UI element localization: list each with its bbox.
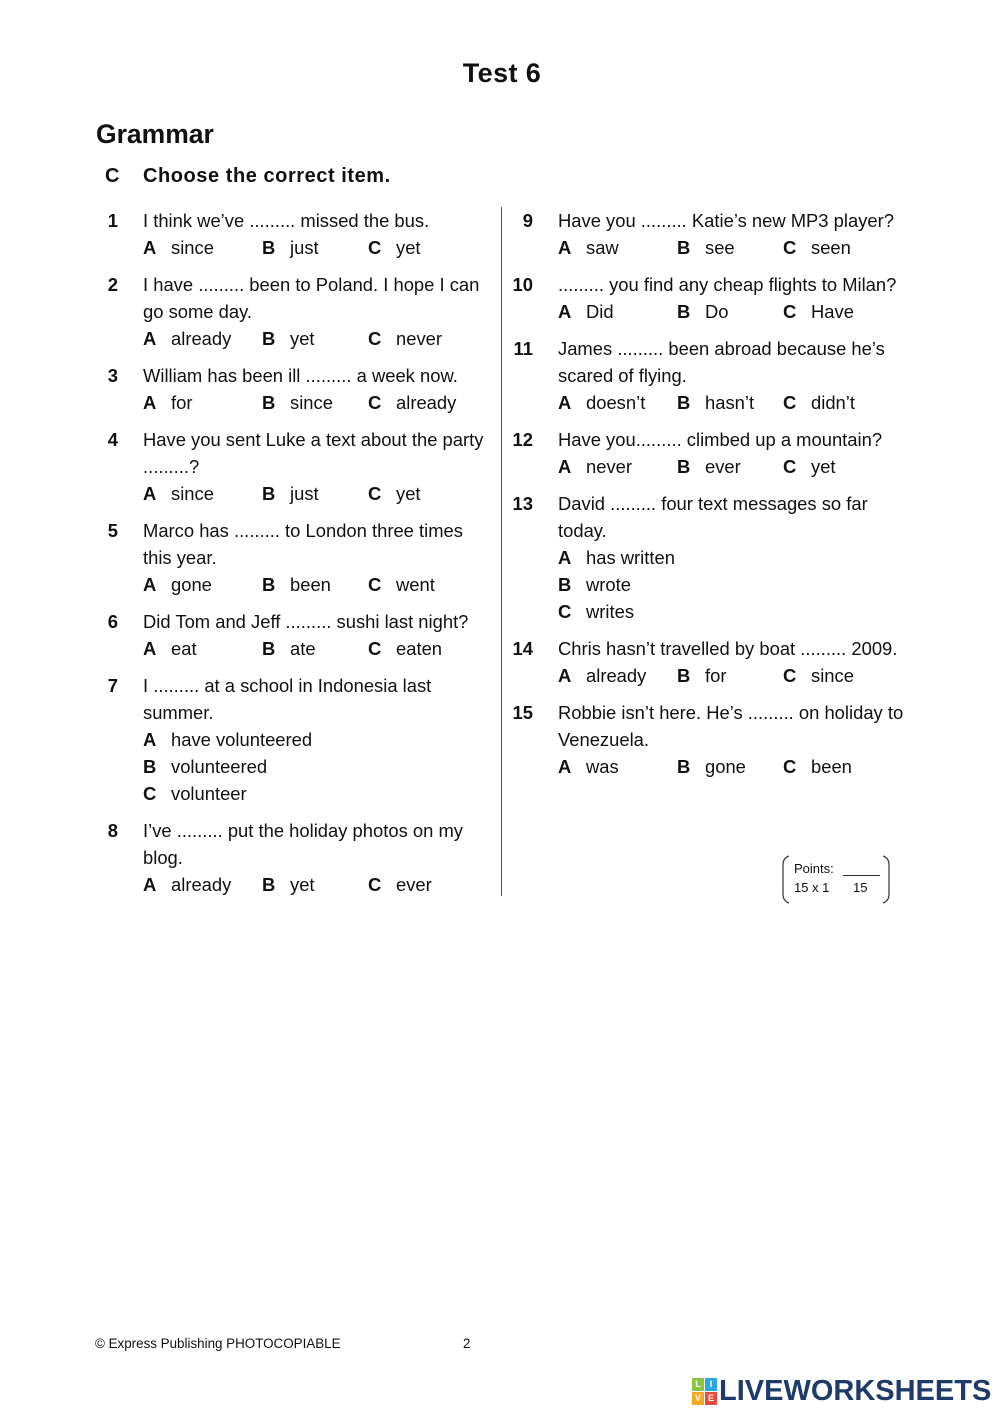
option-a[interactable] (143, 480, 214, 507)
option-text: ever (396, 874, 432, 895)
answer-options (558, 234, 910, 261)
option-a[interactable] (558, 234, 619, 261)
question-text: David ......... four text messages so far today. (558, 493, 868, 541)
option-letter: C (368, 483, 382, 504)
question-text: Chris hasn’t travelled by boat ......... 2009. (558, 638, 898, 659)
option-text: just (290, 483, 319, 504)
logo-badge-cell: E (705, 1392, 717, 1405)
option-text: eaten (396, 638, 443, 659)
option-letter: A (143, 874, 157, 895)
answer-options (143, 571, 495, 598)
logo-badge-cell: L (692, 1378, 704, 1391)
answer-options (558, 298, 910, 325)
option-c[interactable] (368, 571, 435, 598)
option-text: Do (705, 301, 729, 322)
question-text: William has been ill ......... a week now. (143, 365, 458, 386)
option-a[interactable] (558, 389, 645, 416)
question-number: 7 (107, 675, 118, 696)
option-letter: A (143, 638, 157, 659)
option-text: just (290, 237, 319, 258)
question-12 (510, 426, 910, 480)
option-text: gone (705, 756, 746, 777)
left-bracket (783, 856, 789, 903)
questions-left-column (95, 207, 495, 908)
option-c[interactable] (368, 480, 421, 507)
exercise-letter: C (105, 165, 120, 187)
option-text: already (586, 665, 647, 686)
option-text: yet (290, 328, 315, 349)
option-letter: C (783, 301, 797, 322)
answer-options (143, 635, 495, 662)
option-text: has written (586, 547, 675, 568)
option-letter: B (143, 756, 157, 777)
question-14 (510, 635, 910, 689)
question-2 (95, 271, 495, 352)
answer-options (558, 453, 910, 480)
option-letter: A (558, 237, 572, 258)
option-letter: B (262, 483, 276, 504)
option-text: eat (171, 638, 197, 659)
option-a[interactable] (143, 726, 495, 753)
question-5 (95, 517, 495, 598)
question-number: 6 (107, 611, 118, 632)
page-title: Test 6 (462, 58, 542, 88)
option-text: saw (586, 237, 619, 258)
option-text: see (705, 237, 735, 258)
question-text: ......... you find any cheap flights to Milan? (558, 274, 897, 295)
option-b[interactable] (677, 453, 741, 480)
question-number: 15 (512, 702, 533, 723)
option-letter: A (143, 729, 157, 750)
question-9 (510, 207, 910, 261)
question-4 (95, 426, 495, 507)
option-text: for (171, 392, 193, 413)
option-letter: A (143, 328, 157, 349)
option-text: ever (705, 456, 741, 477)
option-text: already (396, 392, 457, 413)
option-a[interactable] (558, 298, 614, 325)
option-text: Did (586, 301, 614, 322)
option-letter: B (262, 638, 276, 659)
question-number: 1 (107, 210, 118, 231)
option-a[interactable] (558, 662, 646, 689)
option-letter: C (783, 392, 797, 413)
logo-badge-cell: I (705, 1378, 717, 1391)
option-letter: B (262, 328, 276, 349)
option-letter: A (143, 483, 157, 504)
question-text: Have you......... climbed up a mountain? (558, 429, 883, 450)
option-c[interactable] (783, 453, 836, 480)
question-text: Robbie isn’t here. He’s ......... on holiday to Venezuela. (558, 702, 904, 750)
option-b[interactable] (677, 298, 729, 325)
answer-options (143, 234, 495, 261)
option-letter: B (262, 237, 276, 258)
option-c[interactable] (368, 234, 421, 261)
answer-options (558, 753, 910, 780)
logo-badge-cell: V (692, 1392, 704, 1405)
answer-options (558, 544, 910, 625)
option-c[interactable] (783, 298, 854, 325)
option-b[interactable] (677, 662, 726, 689)
option-letter: A (558, 456, 572, 477)
option-letter: A (143, 574, 157, 595)
points-formula: 15 x 1 (794, 880, 830, 895)
page-number: 2 (463, 1336, 471, 1351)
option-text: volunteered (171, 756, 268, 777)
option-text: went (396, 574, 435, 595)
question-number: 2 (107, 274, 118, 295)
option-text: ate (290, 638, 316, 659)
question-number: 3 (107, 365, 118, 386)
option-letter: B (677, 456, 691, 477)
option-c[interactable] (783, 753, 852, 780)
option-b[interactable] (262, 571, 331, 598)
option-text: didn’t (811, 392, 855, 413)
option-a[interactable] (143, 571, 212, 598)
option-c[interactable] (368, 635, 442, 662)
option-letter: C (368, 574, 382, 595)
option-c[interactable] (783, 662, 854, 689)
question-number: 13 (512, 493, 533, 514)
option-letter: B (262, 392, 276, 413)
option-b[interactable] (677, 753, 746, 780)
right-bracket (883, 856, 889, 903)
exercise-instruction: Choose the correct item. (143, 165, 391, 187)
column-divider (501, 207, 502, 896)
option-text: since (171, 483, 214, 504)
option-a[interactable] (143, 871, 231, 898)
question-text: I have ......... been to Poland. I hope I can go some day. (143, 274, 480, 322)
question-3 (95, 362, 495, 416)
question-text: Marco has ......... to London three times this year. (143, 520, 463, 568)
option-letter: A (558, 392, 572, 413)
option-text: volunteer (171, 783, 247, 804)
answer-options (143, 871, 495, 898)
option-text: hasn’t (705, 392, 755, 413)
question-6 (95, 608, 495, 662)
option-text: been (811, 756, 852, 777)
option-letter: B (677, 665, 691, 686)
question-number: 9 (522, 210, 533, 231)
option-b[interactable] (677, 389, 754, 416)
option-letter: B (677, 392, 691, 413)
option-letter: C (368, 237, 382, 258)
question-number: 14 (512, 638, 533, 659)
question-10 (510, 271, 910, 325)
option-text: was (586, 756, 619, 777)
points-total: 15 (853, 880, 868, 895)
option-letter: C (368, 874, 382, 895)
question-text: Have you ......... Katie’s new MP3 player? (558, 210, 894, 231)
answer-options (143, 726, 495, 807)
option-a[interactable] (558, 753, 619, 780)
question-number: 12 (512, 429, 533, 450)
logo-text: LIVEWORKSHEETS (719, 1375, 992, 1407)
option-letter: A (558, 547, 572, 568)
option-b[interactable] (262, 389, 333, 416)
question-text: I’ve ......... put the holiday photos on my blog. (143, 820, 463, 868)
question-text: I think we’ve ......... missed the bus. (143, 210, 430, 231)
question-text: I ......... at a school in Indonesia last summer. (143, 675, 432, 723)
option-letter: A (558, 756, 572, 777)
option-letter: C (783, 456, 797, 477)
option-text: doesn’t (586, 392, 646, 413)
option-a[interactable] (143, 234, 214, 261)
option-letter: A (558, 665, 572, 686)
points-box (782, 855, 890, 904)
answer-options (143, 389, 495, 416)
option-c[interactable] (368, 325, 442, 352)
option-letter: C (558, 601, 572, 622)
option-text: since (171, 237, 214, 258)
option-text: for (705, 665, 727, 686)
question-8 (95, 817, 495, 898)
option-text: have volunteered (171, 729, 313, 750)
option-b[interactable] (677, 234, 735, 261)
option-letter: A (143, 392, 157, 413)
option-letter: B (677, 301, 691, 322)
liveworksheets-logo[interactable] (692, 1376, 991, 1406)
option-letter: B (677, 756, 691, 777)
question-13 (510, 490, 910, 625)
option-letter: B (262, 574, 276, 595)
answer-options (558, 389, 910, 416)
question-1 (95, 207, 495, 261)
question-number: 10 (512, 274, 533, 295)
option-text: yet (811, 456, 836, 477)
questions-right-column (510, 207, 910, 790)
question-text: James ......... been abroad because he’s scared of flying. (558, 338, 885, 386)
option-b[interactable] (262, 871, 315, 898)
question-text: Have you sent Luke a text about the party .........? (143, 429, 484, 477)
option-text: never (396, 328, 443, 349)
option-letter: C (783, 237, 797, 258)
option-text: yet (396, 237, 421, 258)
option-text: since (290, 392, 333, 413)
option-letter: C (368, 328, 382, 349)
question-number: 4 (107, 429, 118, 450)
question-number: 8 (107, 820, 118, 841)
answer-options (143, 325, 495, 352)
option-text: wrote (586, 574, 631, 595)
option-c[interactable] (368, 389, 456, 416)
option-text: gone (171, 574, 212, 595)
option-text: already (171, 874, 232, 895)
question-11 (510, 335, 910, 416)
question-text: Did Tom and Jeff ......... sushi last night? (143, 611, 469, 632)
option-letter: C (368, 392, 382, 413)
question-7 (95, 672, 495, 807)
option-text: yet (290, 874, 315, 895)
option-text: been (290, 574, 331, 595)
option-letter: A (558, 301, 572, 322)
option-letter: A (143, 237, 157, 258)
question-number: 11 (513, 338, 533, 359)
answer-options (558, 662, 910, 689)
option-c[interactable] (143, 780, 495, 807)
option-letter: C (783, 756, 797, 777)
option-letter: C (368, 638, 382, 659)
option-b[interactable] (143, 753, 495, 780)
section-heading: Grammar (96, 119, 214, 149)
option-a[interactable] (143, 389, 192, 416)
option-c[interactable] (783, 389, 855, 416)
option-text: yet (396, 483, 421, 504)
option-a[interactable] (558, 544, 910, 571)
option-text: since (811, 665, 854, 686)
question-15 (510, 699, 910, 780)
option-text: writes (586, 601, 635, 622)
footer-copyright: © Express Publishing PHOTOCOPIABLE (95, 1336, 341, 1351)
question-number: 5 (107, 520, 118, 541)
points-label: Points: (794, 861, 834, 876)
logo-badge-icon (692, 1378, 717, 1405)
option-text: never (586, 456, 633, 477)
answer-options (143, 480, 495, 507)
option-a[interactable] (143, 325, 231, 352)
option-text: seen (811, 237, 851, 258)
option-b[interactable] (262, 635, 316, 662)
option-text: Have (811, 301, 854, 322)
option-b[interactable] (262, 325, 315, 352)
option-b[interactable] (558, 571, 910, 598)
option-b[interactable] (262, 234, 319, 261)
option-letter: B (262, 874, 276, 895)
option-letter: B (677, 237, 691, 258)
option-c[interactable] (783, 234, 851, 261)
option-a[interactable] (558, 453, 632, 480)
option-a[interactable] (143, 635, 197, 662)
points-score-line (843, 875, 880, 876)
option-text: already (171, 328, 232, 349)
option-b[interactable] (262, 480, 319, 507)
option-c[interactable] (368, 871, 432, 898)
option-letter: B (558, 574, 572, 595)
option-letter: C (783, 665, 797, 686)
option-letter: C (143, 783, 157, 804)
option-c[interactable] (558, 598, 910, 625)
